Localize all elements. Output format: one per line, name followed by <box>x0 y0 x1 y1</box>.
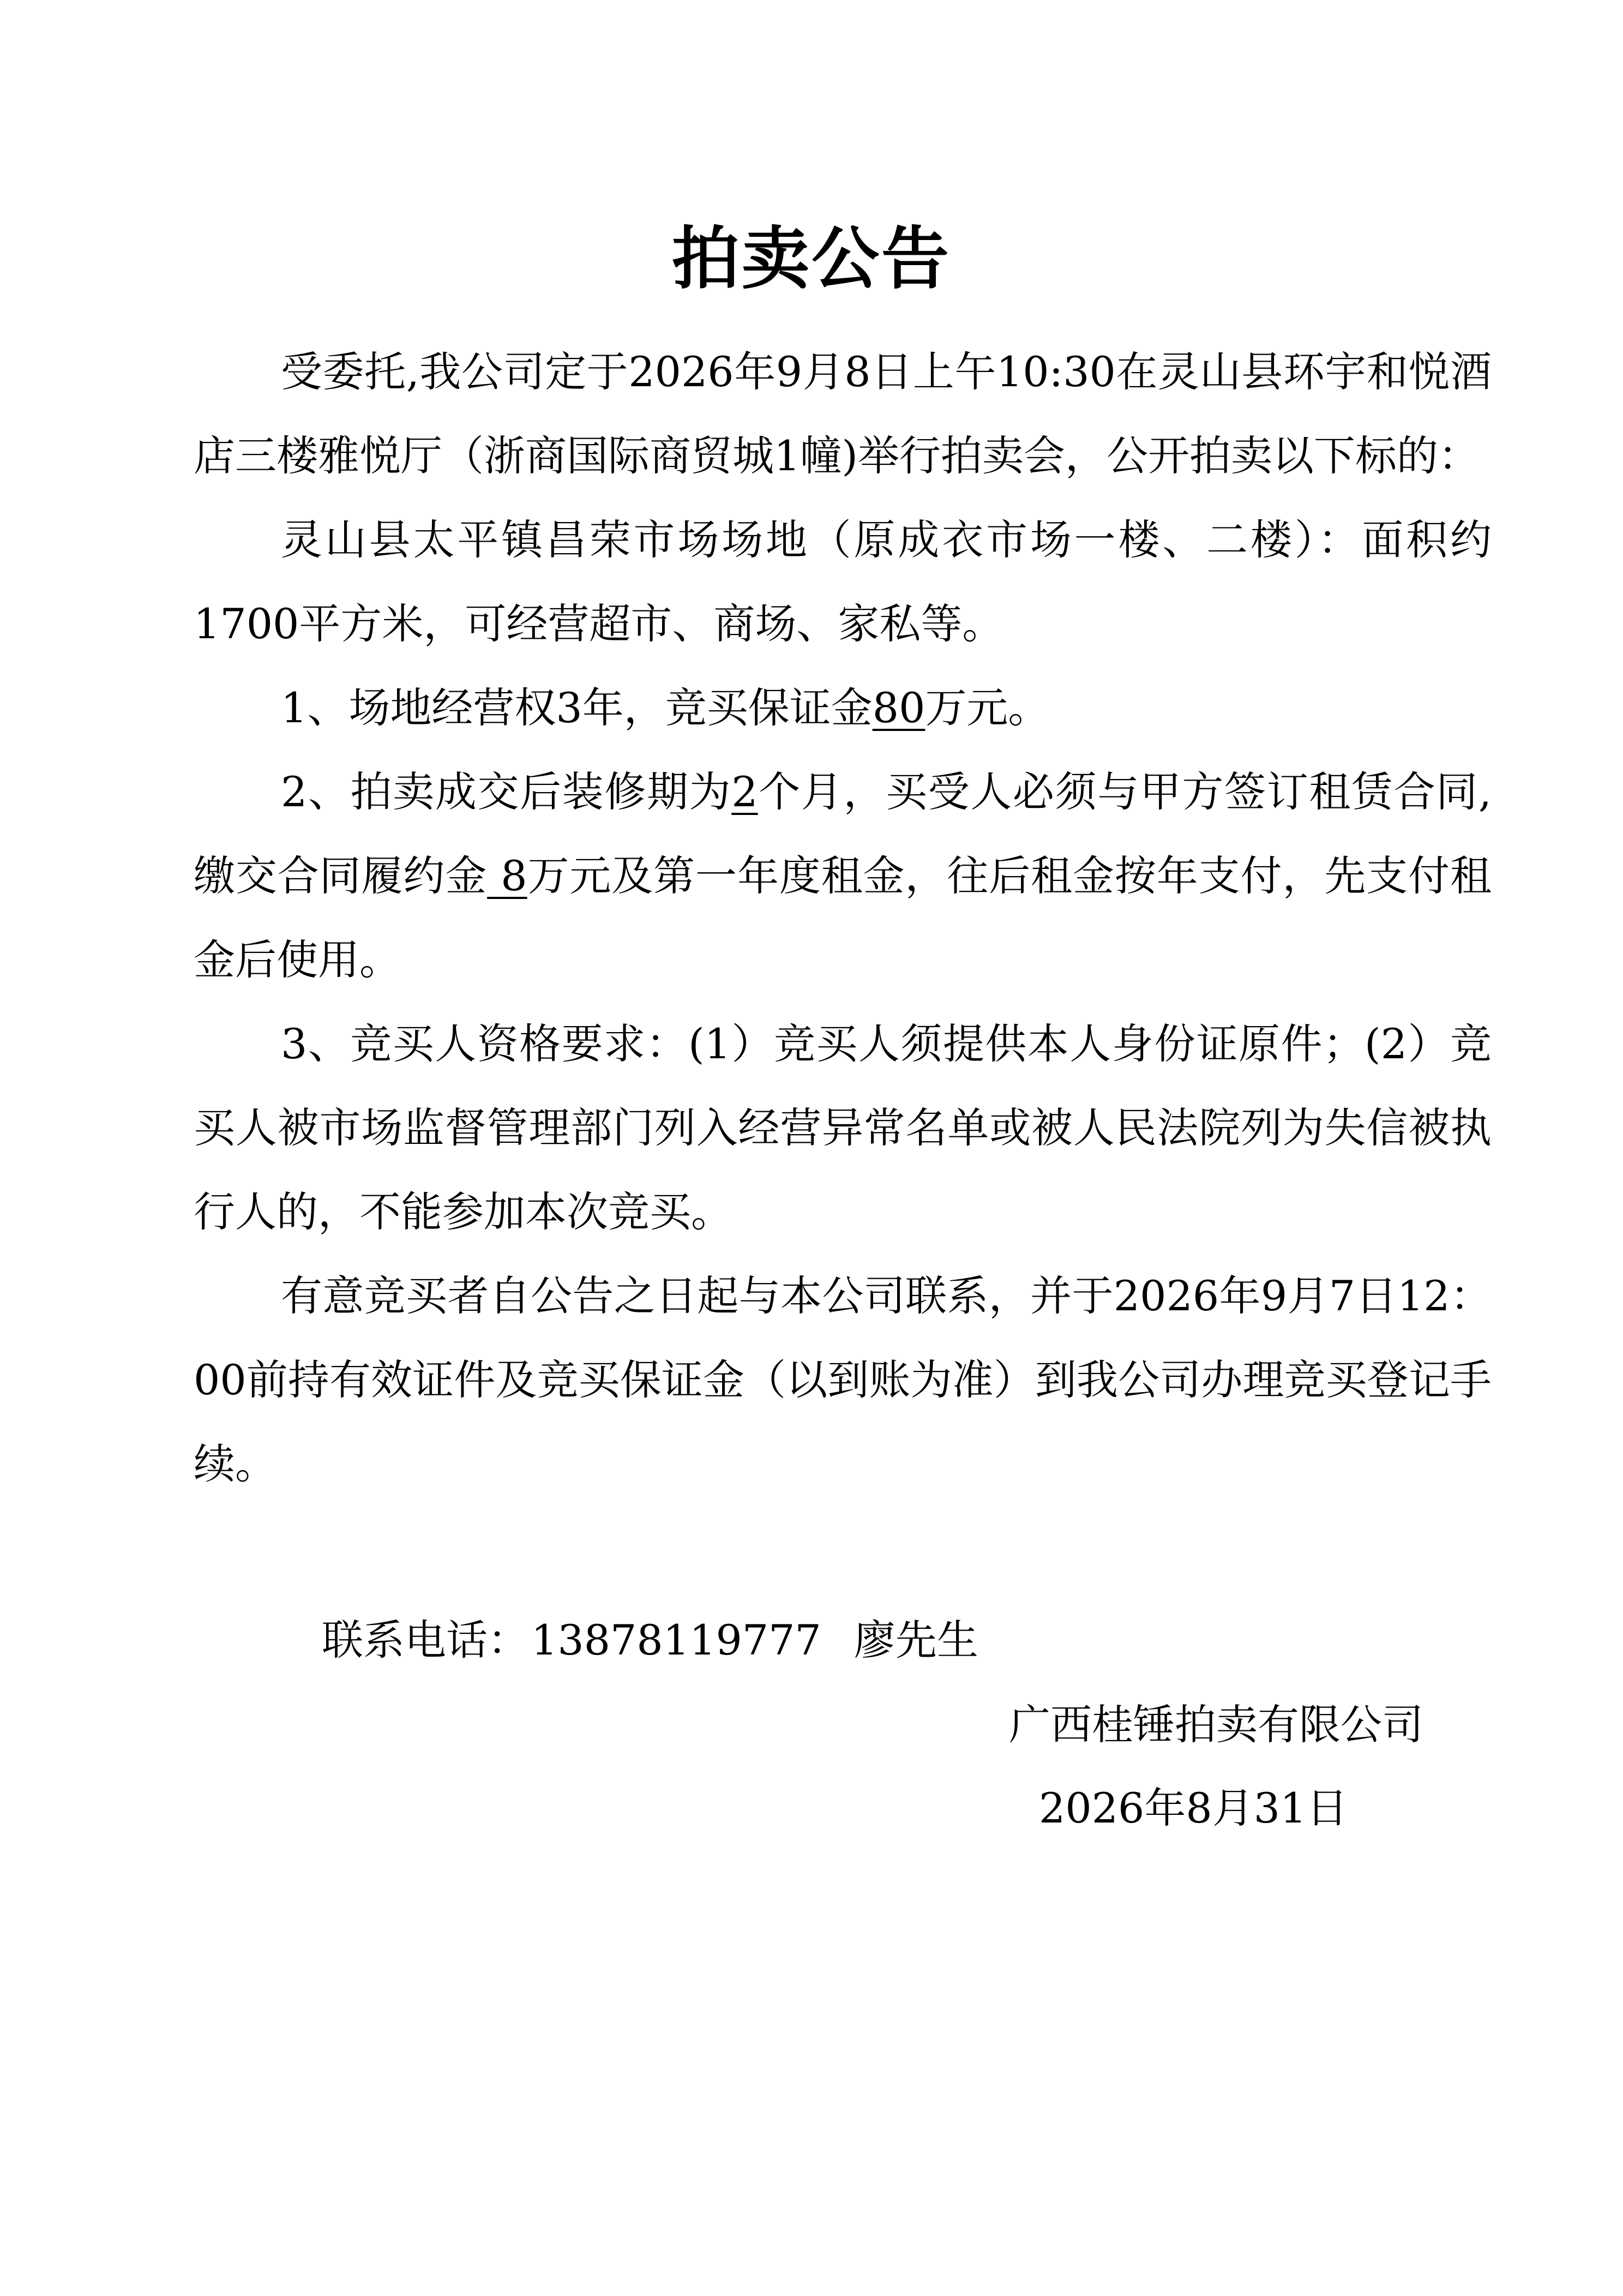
contact-person: 廖先生 <box>853 1616 978 1664</box>
paragraph-item-2 <box>194 750 1492 1002</box>
deposit-amount: 80 <box>872 684 925 732</box>
paragraph-subject: 灵山县太平镇昌荣市场场地（原成衣市场一楼、二楼）：面积约1700平方米，可经营超市、商场、家私等。 <box>194 515 1492 648</box>
performance-bond-amount: 8 <box>487 852 527 900</box>
paragraph-item-3: 3、竞买人资格要求：(1）竞买人须提供本人身份证原件；(2）竞买人被市场监督管理部门列入经营异常名单或被人民法院列为失信被执行人的，不能参加本次竞买。 <box>194 1020 1492 1236</box>
item-1-text-before: 1、场地经营权3年，竞买保证金 <box>281 684 873 732</box>
paragraph-item-1 <box>194 666 1492 750</box>
issue-date: 2026年8月31日 <box>1039 1784 1348 1832</box>
company-name: 广西桂锤拍卖有限公司 <box>1009 1700 1423 1749</box>
item-1-text-after: 万元。 <box>925 684 1050 732</box>
contact-label: 联系电话： <box>322 1616 529 1664</box>
contact-line <box>322 1598 978 1682</box>
page-title: 拍卖公告 <box>671 220 951 298</box>
item-2-text-after: 万元及第一年度租金，往后租金按年支付，先支付租金后使用。 <box>194 852 1492 984</box>
paragraph-intro: 受委托,我公司定于2026年9月8日上午10:30在灵山县环宇和悦酒店三楼雅悦厅（浙商国际商贸城1幢)举行拍卖会，公开拍卖以下标的： <box>194 347 1492 480</box>
item-2-text-middle: 个月，买受人必须与甲方签订租赁合同,缴交合同履约金 <box>194 768 1492 900</box>
item-2-text-before: 2、拍卖成交后装修期为 <box>281 768 732 816</box>
contact-phone: 13878119777 <box>531 1616 821 1664</box>
notice-body <box>194 330 1492 1506</box>
renovation-months: 2 <box>731 768 758 816</box>
paragraph-registration: 有意竞买者自公告之日起与本公司联系，并于2026年9月7日12：00前持有效证件及竞买保证金（以到账为准）到我公司办理竞买登记手续。 <box>194 1272 1492 1488</box>
